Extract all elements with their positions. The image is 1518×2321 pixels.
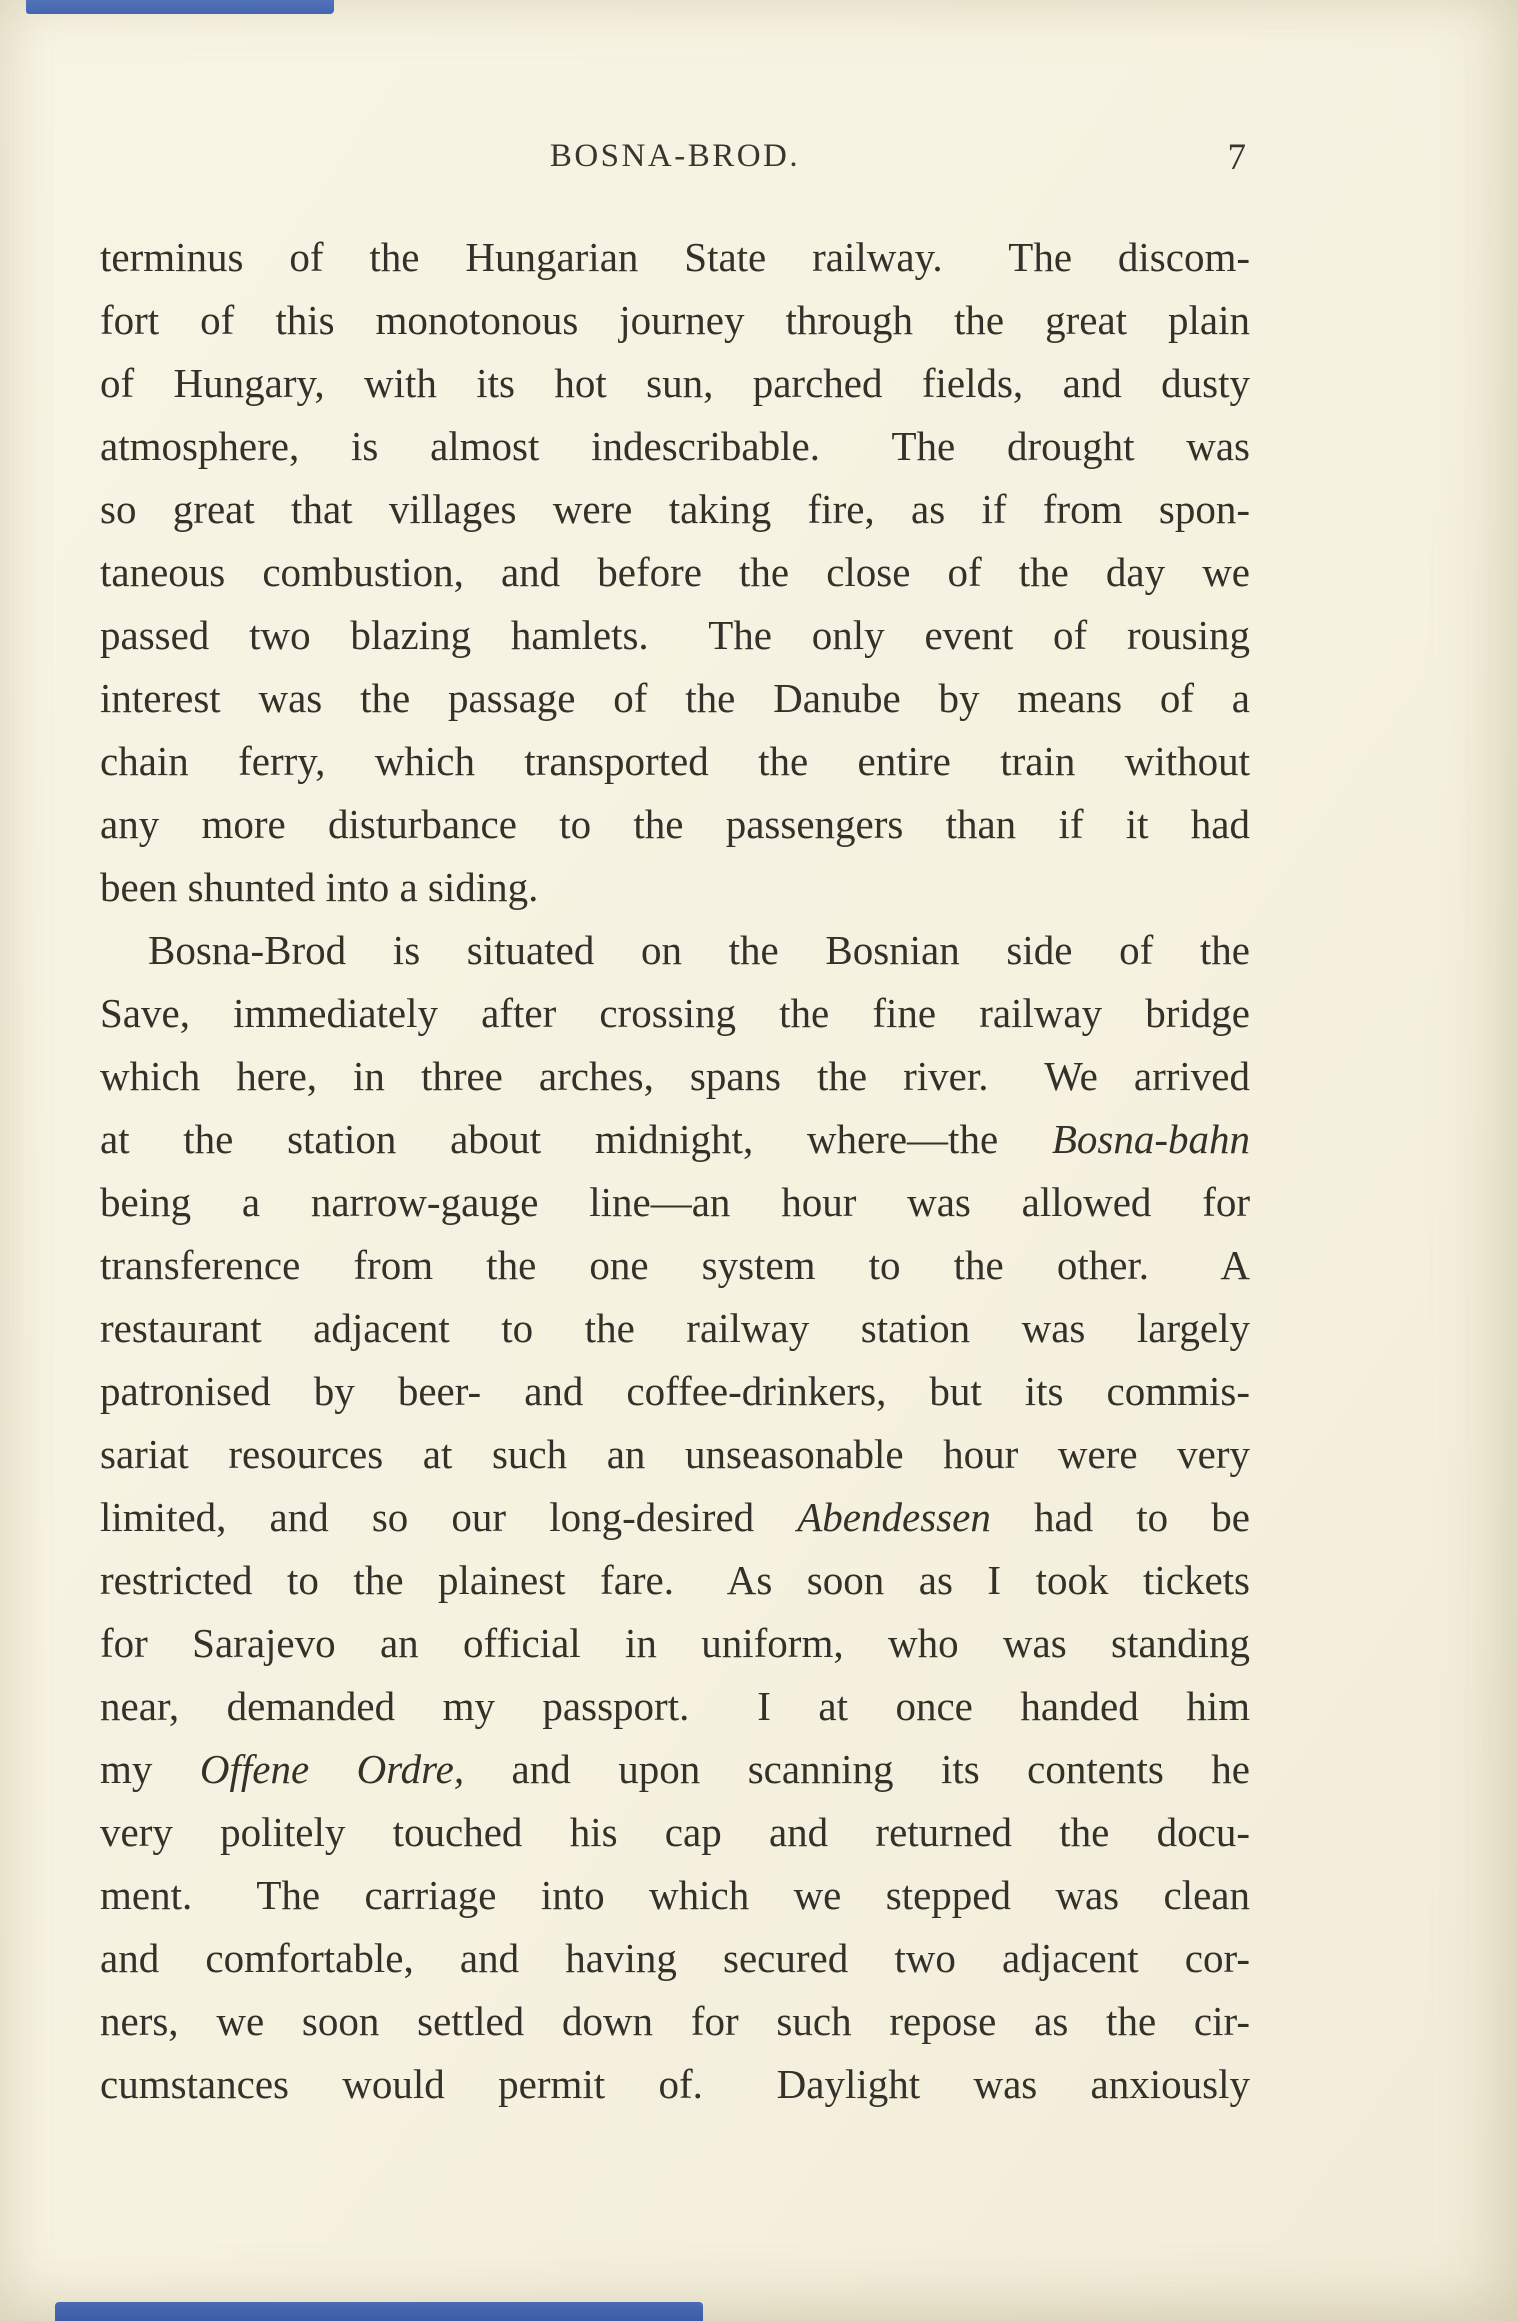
text-line (100, 1234, 1250, 1297)
text-line (100, 730, 1250, 793)
text-line (100, 1864, 1250, 1927)
text-segment: chain ferry, which transported the entire train without (100, 738, 1250, 784)
scan-artifact-bottom-strip (55, 2302, 703, 2321)
text-line (100, 1045, 1250, 1108)
italic-text-segment: Offene Ordre, (199, 1746, 465, 1792)
text-segment: for Sarajevo an official in uniform, who was standing (100, 1620, 1250, 1666)
text-line (100, 415, 1250, 478)
paragraph (100, 226, 1250, 919)
text-line (100, 1927, 1250, 1990)
text-segment: very politely touched his cap and returned the docu- (100, 1809, 1250, 1855)
text-segment: being a narrow-gauge line—an hour was allowed for (100, 1179, 1250, 1225)
running-title: BOSNA-BROD. (549, 138, 801, 174)
text-line (100, 1675, 1250, 1738)
text-line (100, 1108, 1250, 1171)
text-segment: restaurant adjacent to the railway station was largely (100, 1305, 1250, 1351)
text-segment: my (100, 1746, 200, 1792)
text-segment: limited, and so our long-desired (100, 1494, 798, 1540)
italic-text-segment: Bosna-bahn (1051, 1116, 1250, 1162)
text-segment: at the station about midnight, where—the (100, 1116, 1052, 1162)
text-line (100, 1423, 1250, 1486)
paragraph (100, 919, 1250, 2116)
text-line (100, 352, 1250, 415)
text-line (100, 289, 1250, 352)
text-line (100, 1738, 1250, 1801)
text-segment: of Hungary, with its hot sun, parched fields, and dusty (100, 360, 1250, 406)
text-line (100, 1801, 1250, 1864)
text-segment: sariat resources at such an unseasonable hour were very (100, 1431, 1250, 1477)
text-segment: which here, in three arches, spans the river. We arrived (100, 1053, 1250, 1099)
text-segment: patronised by beer- and coffee-drinkers, but its commis- (100, 1368, 1250, 1414)
text-segment: fort of this monotonous journey through the great plain (100, 297, 1250, 343)
text-segment: had to be (990, 1494, 1250, 1540)
text-segment: and upon scanning its contents he (464, 1746, 1250, 1792)
text-line (100, 982, 1250, 1045)
text-segment: ners, we soon settled down for such repose as the cir- (100, 1998, 1250, 2044)
text-line (100, 478, 1250, 541)
page-header (100, 138, 1250, 182)
text-segment: restricted to the plainest fare. As soon as I took tickets (100, 1557, 1250, 1603)
text-segment: any more disturbance to the passengers than if it had (100, 801, 1250, 847)
text-line (100, 1549, 1250, 1612)
text-line (100, 1171, 1250, 1234)
text-segment: interest was the passage of the Danube by means of a (100, 675, 1250, 721)
text-segment: passed two blazing hamlets. The only event of rousing (100, 612, 1250, 658)
text-segment: Save, immediately after crossing the fine railway bridge (100, 990, 1250, 1036)
italic-text-segment: Abendessen (797, 1494, 991, 1540)
text-line (100, 604, 1250, 667)
text-line (100, 1990, 1250, 2053)
page-number: 7 (1227, 137, 1246, 178)
text-line (100, 2053, 1250, 2116)
text-segment: terminus of the Hungarian State railway. The discom- (100, 234, 1250, 280)
text-line (100, 541, 1250, 604)
text-segment: so great that villages were taking fire, as if from spon- (100, 486, 1250, 532)
text-segment: near, demanded my passport. I at once handed him (100, 1683, 1250, 1729)
text-line (100, 919, 1250, 982)
scan-artifact-top-strip (26, 0, 334, 14)
text-line (100, 1486, 1250, 1549)
text-segment: been shunted into a siding. (100, 864, 539, 910)
text-line (100, 1360, 1250, 1423)
text-line (100, 667, 1250, 730)
text-segment: taneous combustion, and before the close of the day we (100, 549, 1250, 595)
text-line (100, 1297, 1250, 1360)
text-line (100, 793, 1250, 856)
text-segment: Bosna-Brod is situated on the Bosnian side of the (148, 927, 1250, 973)
text-segment: and comfortable, and having secured two adjacent cor- (100, 1935, 1250, 1981)
text-segment: ment. The carriage into which we stepped was clean (100, 1872, 1250, 1918)
text-line (100, 226, 1250, 289)
text-segment: cumstances would permit of. Daylight was anxiously (100, 2061, 1250, 2107)
text-line (100, 1612, 1250, 1675)
text-segment: atmosphere, is almost indescribable. The drought was (100, 423, 1250, 469)
text-line (100, 856, 1250, 919)
text-segment: transference from the one system to the other. A (100, 1242, 1250, 1288)
page-body (100, 226, 1250, 2116)
